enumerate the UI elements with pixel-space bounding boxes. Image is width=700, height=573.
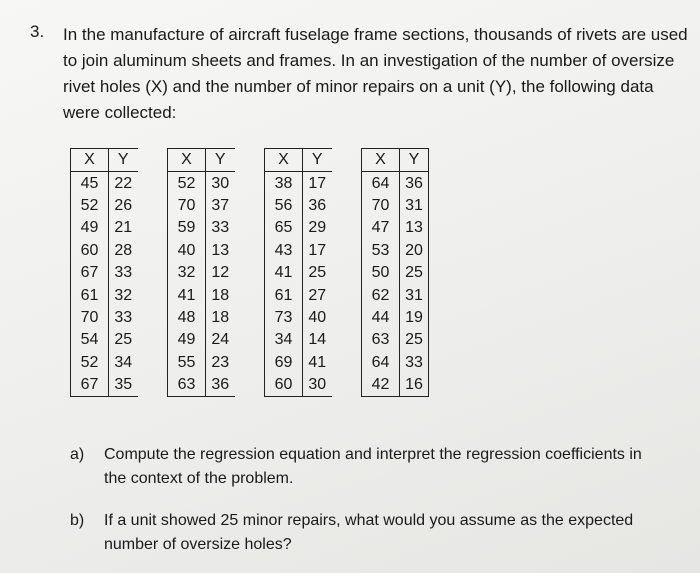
part-b-label: b) — [70, 512, 85, 529]
table-gap — [332, 284, 362, 306]
table-row — [71, 195, 429, 217]
part-a-line: Compute the regression equation and interpret the regression coefficients in — [104, 446, 642, 463]
table-header-y: Y — [109, 149, 138, 172]
table-gap — [332, 307, 362, 329]
y-value: 32 — [109, 284, 138, 306]
question-line: rivet holes (X) and the number of minor repairs on a unit (Y), the following data — [63, 77, 654, 96]
x-value: 43 — [265, 240, 303, 262]
x-value: 60 — [71, 240, 109, 262]
table-header-y: Y — [206, 149, 235, 172]
table-gap — [332, 195, 362, 217]
table-gap — [332, 240, 362, 262]
y-value: 27 — [303, 284, 332, 306]
y-value: 36 — [400, 172, 429, 195]
table-gap — [235, 149, 265, 172]
table-gap — [235, 262, 265, 284]
y-value: 24 — [206, 329, 235, 351]
y-value: 25 — [400, 262, 429, 284]
x-value: 41 — [265, 262, 303, 284]
y-value: 22 — [109, 172, 138, 195]
table-row — [71, 374, 429, 397]
table-gap — [332, 149, 362, 172]
x-value: 61 — [265, 284, 303, 306]
y-value: 12 — [206, 262, 235, 284]
table-gap — [138, 307, 168, 329]
y-value: 17 — [303, 240, 332, 262]
x-value: 49 — [71, 217, 109, 239]
table-header-y: Y — [400, 149, 429, 172]
x-value: 41 — [168, 284, 206, 306]
y-value: 33 — [109, 262, 138, 284]
x-value: 50 — [362, 262, 400, 284]
y-value: 13 — [400, 217, 429, 239]
table-row — [71, 217, 429, 239]
y-value: 29 — [303, 217, 332, 239]
table-gap — [235, 240, 265, 262]
table-gap — [138, 374, 168, 397]
x-value: 63 — [362, 329, 400, 351]
y-value: 19 — [400, 307, 429, 329]
table-gap — [138, 172, 168, 195]
table-gap — [235, 217, 265, 239]
x-value: 65 — [265, 217, 303, 239]
y-value: 40 — [303, 307, 332, 329]
y-value: 28 — [109, 240, 138, 262]
y-value: 34 — [109, 352, 138, 374]
x-value: 38 — [265, 172, 303, 195]
table-gap — [332, 217, 362, 239]
x-value: 56 — [265, 195, 303, 217]
table-header-x: X — [265, 149, 303, 172]
table-gap — [138, 217, 168, 239]
x-value: 70 — [362, 195, 400, 217]
x-value: 54 — [71, 329, 109, 351]
x-value: 64 — [362, 172, 400, 195]
y-value: 23 — [206, 352, 235, 374]
part-a-label: a) — [70, 446, 85, 463]
y-value: 33 — [400, 352, 429, 374]
x-value: 44 — [362, 307, 400, 329]
x-value: 45 — [71, 172, 109, 195]
table-gap — [235, 329, 265, 351]
y-value: 31 — [400, 195, 429, 217]
y-value: 14 — [303, 329, 332, 351]
x-value: 64 — [362, 352, 400, 374]
y-value: 33 — [109, 307, 138, 329]
question-line: to join aluminum sheets and frames. In an investigation of the number of oversize — [63, 51, 675, 70]
table-gap — [235, 284, 265, 306]
x-value: 60 — [265, 374, 303, 397]
part-b-text — [104, 509, 694, 557]
table-gap — [332, 172, 362, 195]
x-value: 69 — [265, 352, 303, 374]
table-gap — [235, 307, 265, 329]
table-row — [71, 172, 429, 195]
table-row — [71, 307, 429, 329]
table-row — [71, 284, 429, 306]
table-row — [71, 352, 429, 374]
table-gap — [138, 352, 168, 374]
y-value: 13 — [206, 240, 235, 262]
part-a-line: the context of the problem. — [104, 470, 294, 487]
part-b-line: number of oversize holes? — [104, 536, 292, 553]
table-gap — [235, 374, 265, 397]
question-line: were collected: — [63, 103, 177, 122]
y-value: 18 — [206, 307, 235, 329]
table-header-row — [71, 149, 429, 172]
y-value: 17 — [303, 172, 332, 195]
part-a-text — [104, 443, 694, 491]
x-value: 67 — [71, 374, 109, 397]
part-b-line: If a unit showed 25 minor repairs, what would you assume as the expected — [104, 512, 634, 529]
y-value: 26 — [109, 195, 138, 217]
table-gap — [332, 374, 362, 397]
x-value: 70 — [71, 307, 109, 329]
y-value: 35 — [109, 374, 138, 397]
y-value: 25 — [400, 329, 429, 351]
x-value: 42 — [362, 374, 400, 397]
table-gap — [332, 329, 362, 351]
y-value: 18 — [206, 284, 235, 306]
table-gap — [138, 329, 168, 351]
y-value: 25 — [303, 262, 332, 284]
table-header-x: X — [362, 149, 400, 172]
table-row — [71, 262, 429, 284]
table-gap — [138, 284, 168, 306]
y-value: 36 — [206, 374, 235, 397]
x-value: 40 — [168, 240, 206, 262]
y-value: 16 — [400, 374, 429, 397]
table-header-x: X — [71, 149, 109, 172]
table-header-x: X — [168, 149, 206, 172]
table-gap — [235, 195, 265, 217]
x-value: 47 — [362, 217, 400, 239]
table-gap — [138, 240, 168, 262]
x-value: 55 — [168, 352, 206, 374]
table-gap — [235, 352, 265, 374]
table-gap — [138, 195, 168, 217]
table-gap — [235, 172, 265, 195]
table-row — [71, 240, 429, 262]
x-value: 62 — [362, 284, 400, 306]
y-value: 25 — [109, 329, 138, 351]
x-value: 52 — [71, 352, 109, 374]
x-value: 63 — [168, 374, 206, 397]
x-value: 34 — [265, 329, 303, 351]
x-value: 48 — [168, 307, 206, 329]
x-value: 61 — [71, 284, 109, 306]
table-gap — [332, 262, 362, 284]
x-value: 67 — [71, 262, 109, 284]
table-header-y: Y — [303, 149, 332, 172]
y-value: 31 — [400, 284, 429, 306]
x-value: 32 — [168, 262, 206, 284]
x-value: 52 — [71, 195, 109, 217]
y-value: 30 — [303, 374, 332, 397]
x-value: 53 — [362, 240, 400, 262]
x-value: 73 — [265, 307, 303, 329]
question-text — [63, 22, 693, 126]
question-line: In the manufacture of aircraft fuselage frame sections, thousands of rivets are used — [63, 25, 688, 44]
x-value: 59 — [168, 217, 206, 239]
y-value: 33 — [206, 217, 235, 239]
table-gap — [332, 352, 362, 374]
y-value: 30 — [206, 172, 235, 195]
y-value: 21 — [109, 217, 138, 239]
x-value: 70 — [168, 195, 206, 217]
table-gap — [138, 262, 168, 284]
table-row — [71, 329, 429, 351]
question-number: 3. — [30, 22, 45, 41]
y-value: 37 — [206, 195, 235, 217]
y-value: 41 — [303, 352, 332, 374]
y-value: 36 — [303, 195, 332, 217]
data-table — [70, 148, 429, 397]
x-value: 52 — [168, 172, 206, 195]
table-gap — [138, 149, 168, 172]
x-value: 49 — [168, 329, 206, 351]
y-value: 20 — [400, 240, 429, 262]
